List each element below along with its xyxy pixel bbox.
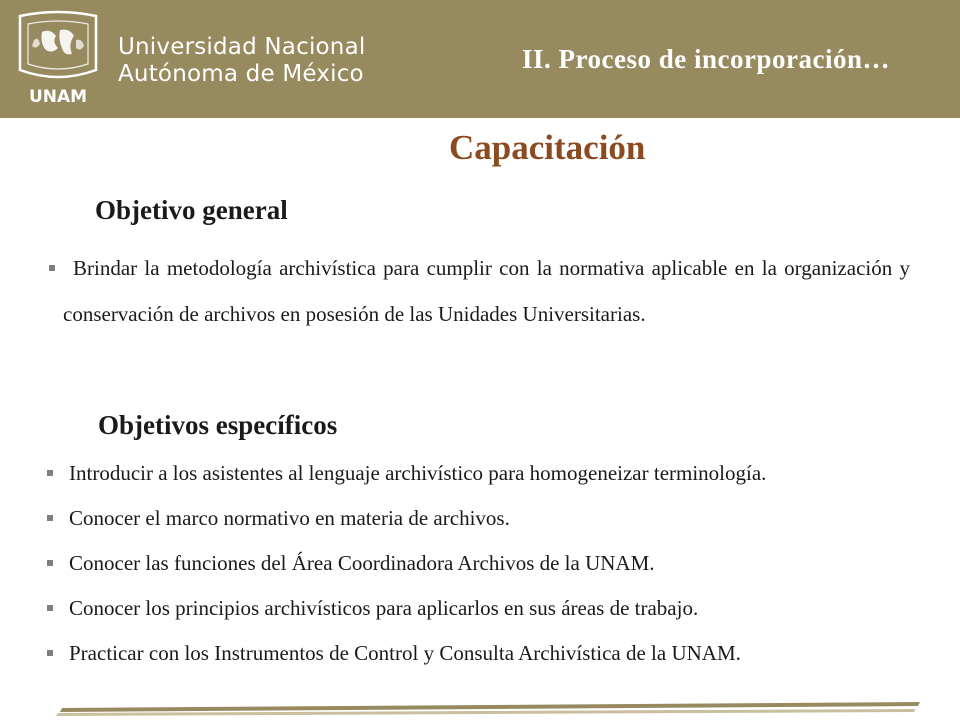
square-bullet-icon	[47, 605, 53, 611]
list-item	[47, 591, 927, 636]
square-bullet-icon	[47, 560, 53, 566]
specific-objectives-heading: Objetivos específicos	[98, 410, 338, 440]
slide-title: Capacitación	[449, 128, 646, 167]
list-item-text: Conocer el marco normativo en materia de archivos.	[69, 506, 510, 530]
list-item	[47, 501, 927, 546]
square-bullet-icon	[47, 650, 53, 656]
university-name-line1: Universidad Nacional	[118, 34, 366, 60]
unam-seal-logo	[12, 10, 104, 108]
list-item-text: Introducir a los asistentes al lenguaje archivístico para homogeneizar terminología.	[69, 461, 767, 485]
specific-objectives-list	[47, 456, 927, 681]
list-item-text: Conocer las funciones del Área Coordinadora Archivos de la UNAM.	[69, 551, 655, 575]
university-name	[118, 34, 365, 88]
list-item	[47, 456, 927, 501]
section-title: II. Proceso de incorporación…	[522, 44, 890, 74]
university-name-line2: Autónoma de México	[118, 61, 364, 87]
list-item-text: Practicar con los Instrumentos de Control y Consulta Archivística de la UNAM.	[69, 641, 741, 665]
square-bullet-icon	[47, 515, 53, 521]
list-item	[47, 636, 927, 681]
square-bullet-icon	[47, 470, 53, 476]
unam-logo-text: UNAM	[28, 87, 88, 107]
square-bullet-icon	[49, 265, 55, 271]
general-objective-text: Brindar la metodología archivística para cumplir con la normativa aplicable en la organización y conservación de archivos en posesión de las Unidades Universitarias.	[63, 256, 910, 326]
footer-decorative-bar	[0, 700, 960, 720]
list-item-text: Conocer los principios archivísticos para aplicarlos en sus áreas de trabajo.	[69, 596, 699, 620]
header-banner	[0, 0, 960, 118]
general-objective-heading: Objetivo general	[95, 195, 288, 225]
general-objective-text-block	[63, 245, 910, 337]
list-item	[47, 546, 927, 591]
